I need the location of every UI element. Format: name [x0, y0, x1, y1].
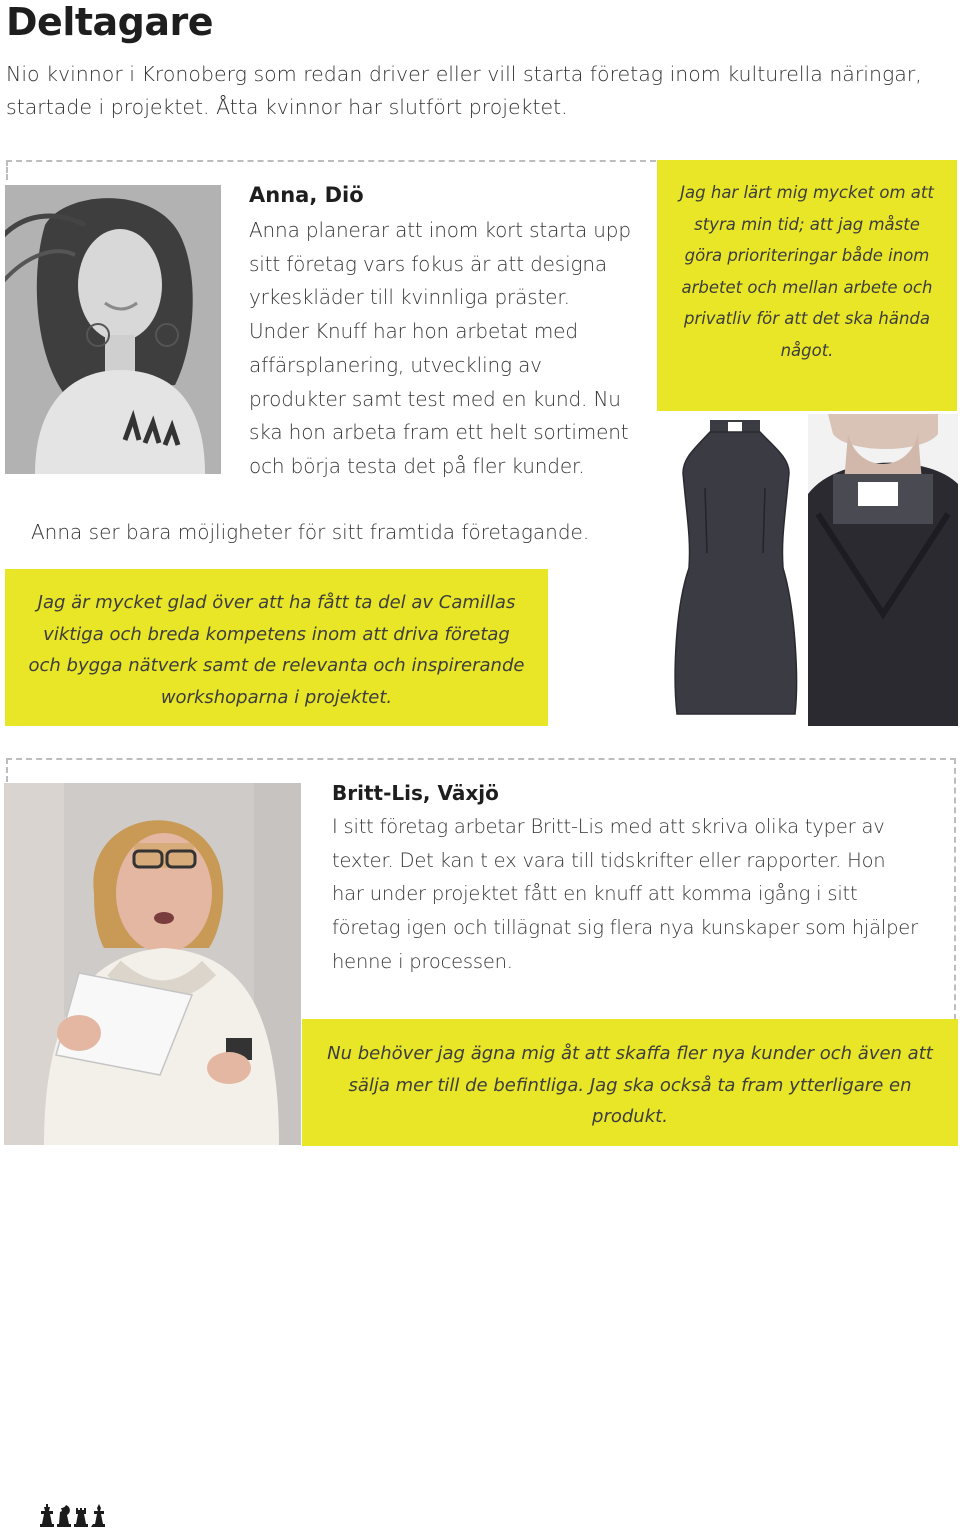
- brittlis-name: Britt-Lis, Växjö: [332, 781, 499, 805]
- dress-illustration: [665, 418, 805, 718]
- brittlis-quote: [302, 1019, 958, 1146]
- section-divider: [6, 160, 8, 180]
- anna-name: Anna, Diö: [249, 183, 364, 207]
- intro-text: Nio kvinnor i Kronoberg som redan driver eller vill starta företag inom kulturella näringar, startade i projektet. Åtta kvinnor har slutfört projektet.: [6, 62, 922, 119]
- priest-collar-photo: [808, 414, 958, 726]
- anna-description: Anna planerar att inom kort starta upp sitt företag vars fokus är att designa yrkeskläder till kvinnliga präster. Under Knuff har hon arbetat med affärsplanering, utveckling av produkter samt test med en kund. Nu ska hon arbeta fram ett helt sortiment och börja testa det på fler kunder.: [249, 218, 631, 478]
- brittlis-quote-text: Nu behöver jag ägna mig åt att skaffa fler nya kunder och även att sälja mer till de befintliga. Jag ska också ta fram ytterligare en produkt.: [327, 1043, 933, 1127]
- anna-quote-bottom: [5, 569, 548, 726]
- brittlis-description: I sitt företag arbetar Britt-Lis med att skriva olika typer av texter. Det kan t ex vara till tidskrifter eller rapporter. Hon har under projektet fått en knuff att komma igång i sitt företag igen och tillägnat sig flera nya kunskaper som hjälper henne i processen.: [332, 815, 918, 973]
- section-divider: [6, 160, 656, 162]
- section-divider: [954, 758, 956, 1020]
- anna-quote-bottom-text: Jag är mycket glad över att ha fått ta del av Camillas viktiga och breda kompetens inom att driva företag och bygga nätverk samt de relevanta och inspirerande workshoparna i projektet.: [28, 592, 525, 708]
- anna-closing: Anna ser bara möjligheter för sitt framtida företagande.: [31, 520, 590, 544]
- section-divider: [6, 758, 956, 760]
- page-title: Deltagare: [6, 0, 214, 44]
- section-divider: [6, 758, 8, 782]
- anna-quote-top-text: Jag har lärt mig mycket om att styra min tid; att jag måste göra prioriteringar både inom arbetet och mellan arbete och privatliv för att det ska hända något.: [680, 183, 934, 360]
- brittlis-photo: [4, 783, 301, 1145]
- chess-pieces-icon: [37, 1497, 107, 1529]
- anna-photo: [5, 185, 221, 474]
- anna-quote-top: [657, 160, 957, 411]
